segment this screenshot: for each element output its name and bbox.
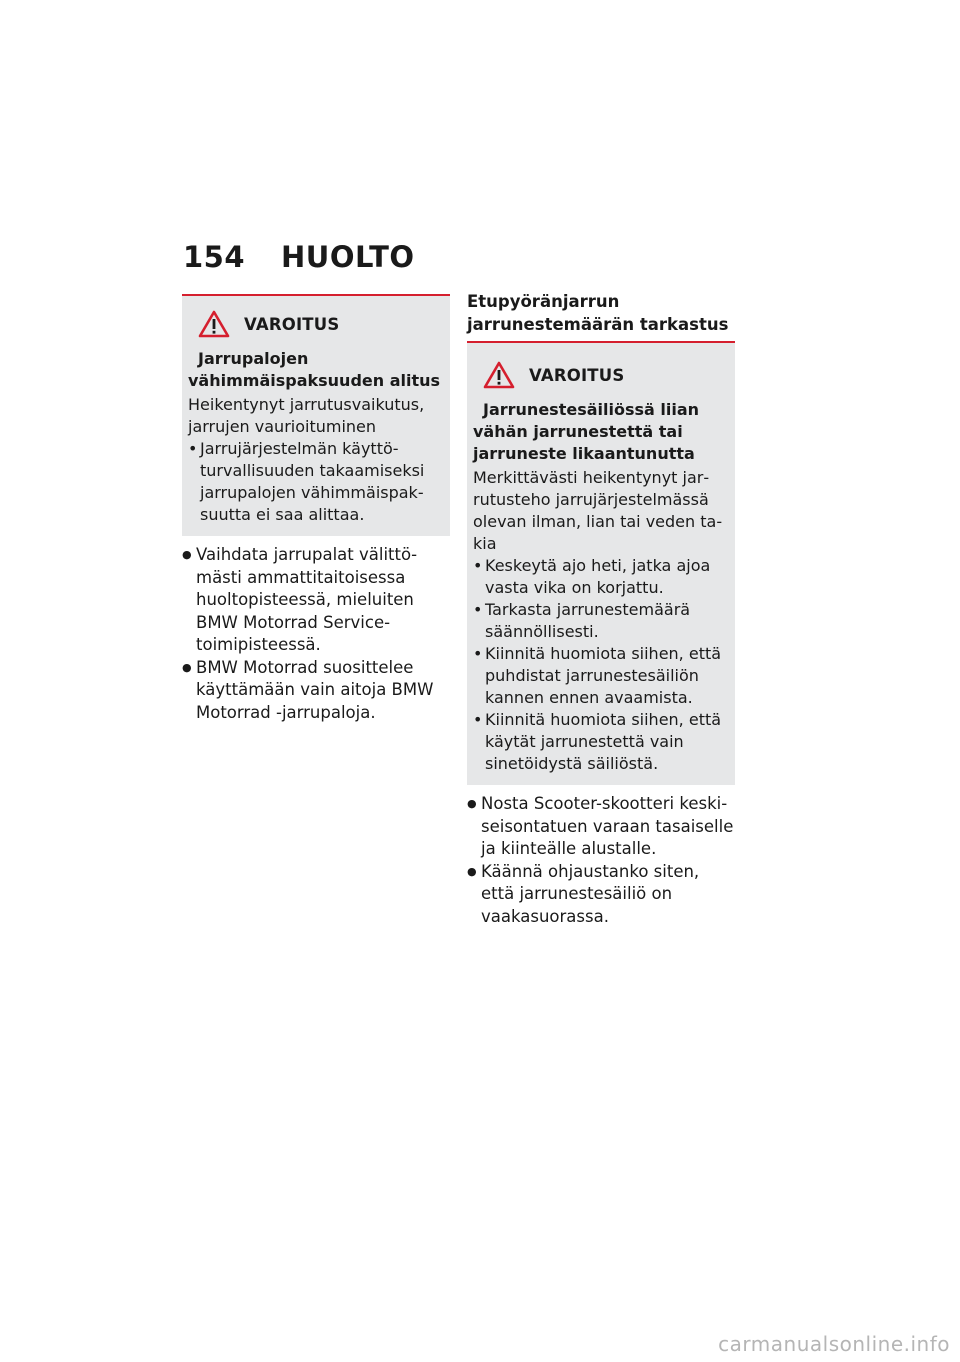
section-title: HUOLTO xyxy=(281,240,415,274)
warning-subtitle: Jarrupalojen vähimmäispaksuuden alitus xyxy=(188,349,441,390)
list-item: ● Vaihdata jarrupalat välittömästi ammattitaitoisessa huoltopisteessä, mieluiten BMW Motorrad Service-toimipisteessä. xyxy=(182,544,450,657)
list-item: • Jarrujärjestelmän käyttöturvallisuuden takaamiseksi jarrupalojen vähimmäispaksuutta ei saa alittaa. xyxy=(188,438,444,526)
warning-label: VAROITUS xyxy=(244,314,340,334)
warning-list xyxy=(473,555,729,775)
section-heading: Etupyöränjarrun jarrunestemäärän tarkastus xyxy=(467,290,735,343)
watermark: carmanualsonline.info xyxy=(718,1332,950,1356)
list-item: ● BMW Motorrad suosittelee käyttämään vain aitoja BMW Motorrad -jarrupaloja. xyxy=(182,657,450,725)
list-item: • Tarkasta jarrunestemäärä säännöllisesti. xyxy=(473,599,729,643)
warning-triangle-icon xyxy=(198,310,230,338)
warning-box xyxy=(467,343,735,785)
list-item: ● Nosta Scooter-skootteri keskiseisontatuen varaan tasaiselle ja kiinteälle alustalle. xyxy=(467,793,735,861)
warning-subtitle: Jarrunestesäiliössä liian vähän jarrunestettä tai jarruneste likaantunutta xyxy=(473,400,700,463)
warning-triangle-icon xyxy=(483,361,515,389)
page-number: 154 xyxy=(183,240,246,274)
warning-description: Heikentynyt jarrutusvaikutus, jarrujen vaurioituminen xyxy=(188,395,425,436)
action-list xyxy=(467,793,735,928)
right-column xyxy=(467,290,735,928)
list-item: • Keskeytä ajo heti, jatka ajoa vasta vika on korjattu. xyxy=(473,555,729,599)
warning-list xyxy=(188,438,444,526)
page-header xyxy=(183,240,415,274)
warning-header xyxy=(188,310,444,338)
action-list xyxy=(182,544,450,724)
left-column xyxy=(182,294,450,724)
warning-box xyxy=(182,294,450,536)
list-item: • Kiinnitä huomiota siihen, että puhdistat jarrunestesäiliön kannen ennen avaamista. xyxy=(473,643,729,709)
list-item: • Kiinnitä huomiota siihen, että käytät jarrunestettä vain sinetöidystä säiliöstä. xyxy=(473,709,729,775)
warning-label: VAROITUS xyxy=(529,365,625,385)
warning-header xyxy=(473,361,729,389)
warning-description: Merkittävästi heikentynyt jarrutusteho jarrujärjestelmässä olevan ilman, lian tai veden takia xyxy=(473,468,723,553)
list-item: ● Käännä ohjaustanko siten, että jarrunestesäiliö on vaakasuorassa. xyxy=(467,861,735,929)
